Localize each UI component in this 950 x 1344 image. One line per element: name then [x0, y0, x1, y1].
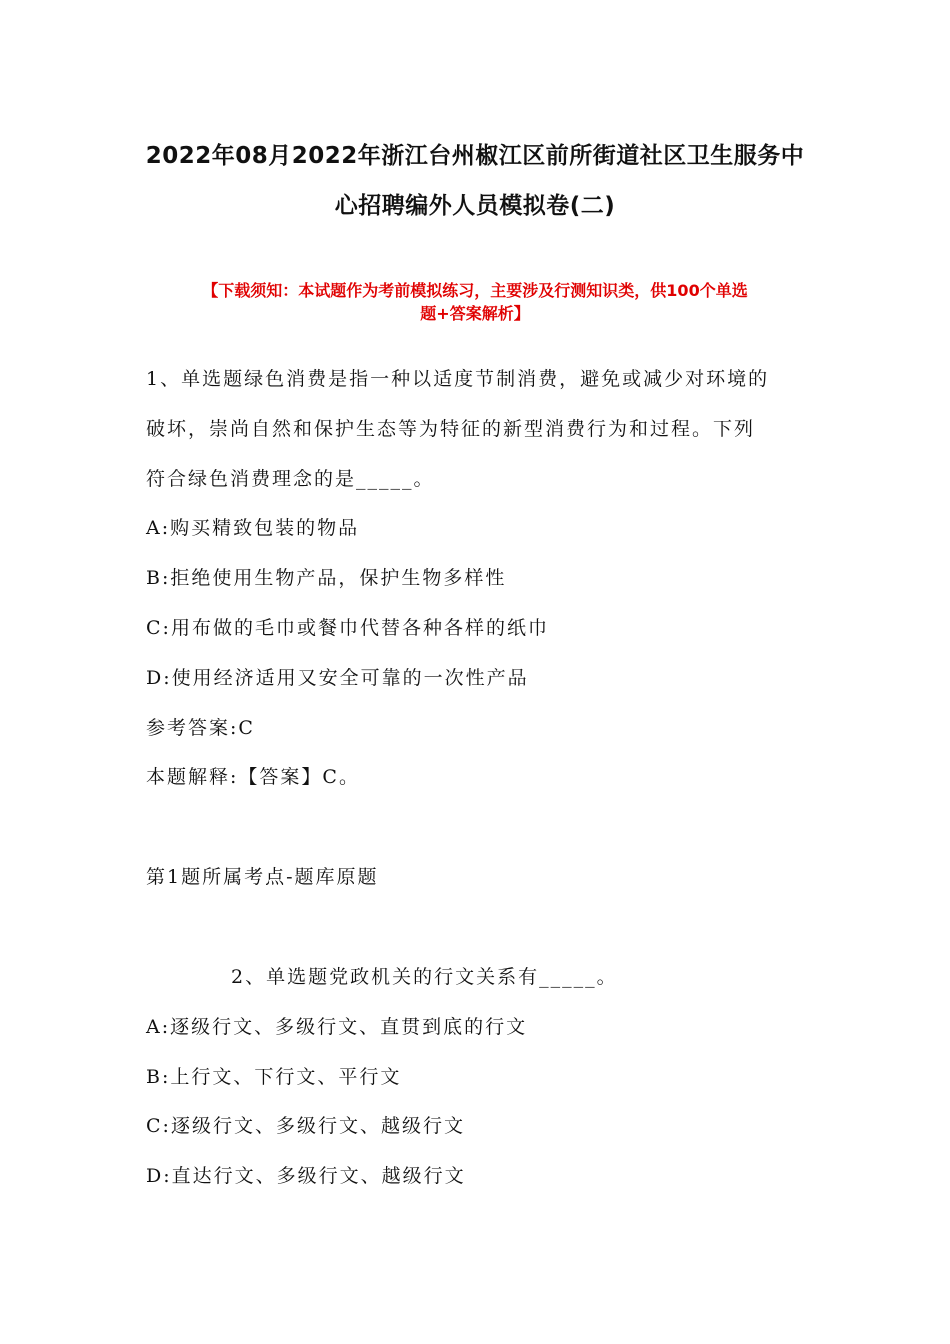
question-1-stem-line-2: 破坏，崇尚自然和保护生态等为特征的新型消费行为和过程。下列 — [146, 418, 756, 440]
question-1-option-b: B:拒绝使用生物产品，保护生物多样性 — [146, 567, 507, 589]
document-title-line-1: 2022年08月2022年浙江台州椒江区前所街道社区卫生服务中 — [145, 143, 805, 169]
document-title-line-2: 心招聘编外人员模拟卷(二) — [334, 193, 616, 219]
question-2-option-c: C:逐级行文、多级行文、越级行文 — [146, 1115, 465, 1137]
download-notice-line-2: 题+答案解析】 — [420, 304, 530, 323]
question-1-answer: 参考答案:C — [146, 717, 255, 739]
question-2-option-b: B:上行文、下行文、平行文 — [146, 1066, 402, 1088]
question-1-stem-line-3: 符合绿色消费理念的是_____。 — [146, 468, 435, 490]
question-1-stem-line-1: 1、单选题绿色消费是指一种以适度节制消费，避免或减少对环境的 — [146, 368, 770, 390]
question-2-stem-line-1: 2、单选题党政机关的行文关系有_____。 — [231, 966, 618, 988]
question-1-source: 第1题所属考点-题库原题 — [146, 866, 379, 888]
question-1-option-d: D:使用经济适用又安全可靠的一次性产品 — [146, 667, 529, 689]
download-notice-line-1: 【下载须知：本试题作为考前模拟练习，主要涉及行测知识类，供100个单选 — [202, 281, 748, 300]
question-1-option-c: C:用布做的毛巾或餐巾代替各种各样的纸巾 — [146, 617, 549, 639]
question-1-option-a: A:购买精致包装的物品 — [146, 517, 360, 539]
question-2-option-a: A:逐级行文、多级行文、直贯到底的行文 — [146, 1016, 528, 1038]
question-1-explanation: 本题解释:【答案】C。 — [146, 766, 360, 788]
question-2-option-d: D:直达行文、多级行文、越级行文 — [146, 1165, 466, 1187]
